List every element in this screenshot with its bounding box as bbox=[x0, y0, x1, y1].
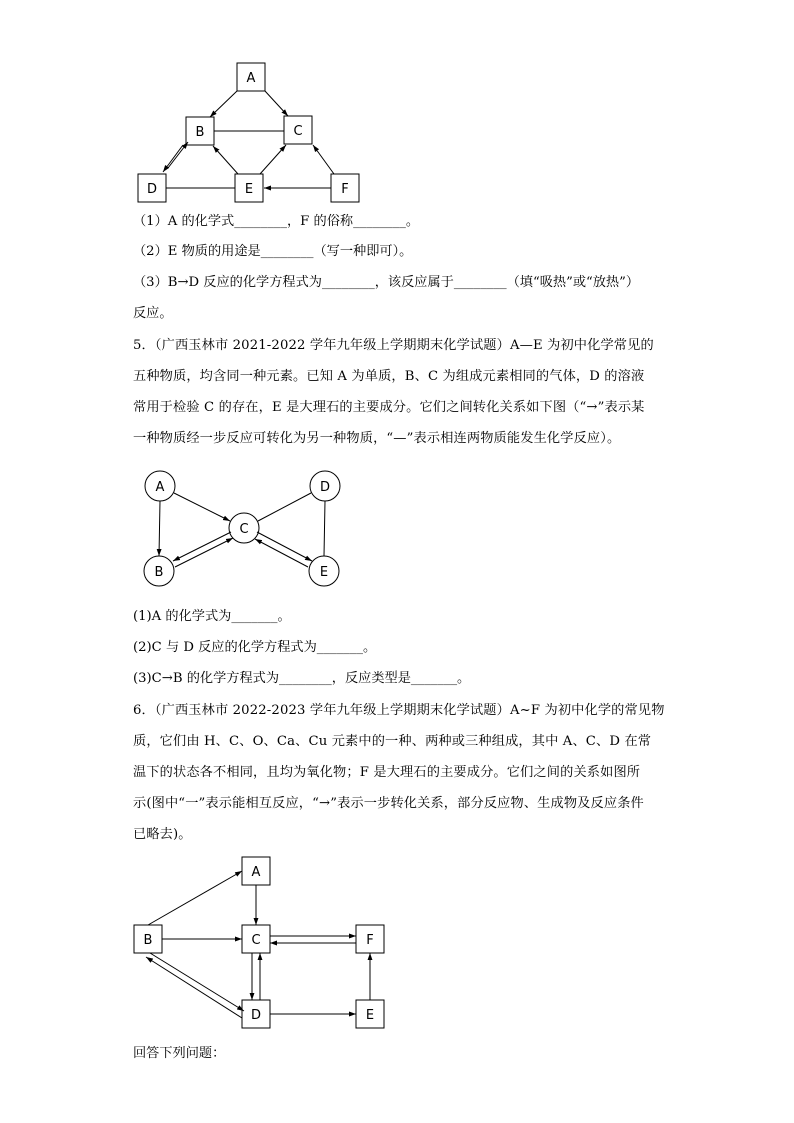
q6-answer-prompt: 回答下列问题： bbox=[133, 1046, 226, 1061]
q4-sub3-line1: （3）B→D 反应的化学方程式为________，该反应属于________（填“吸热”或“放热”） bbox=[133, 275, 640, 290]
edge-e-c bbox=[260, 145, 286, 174]
diagram-q5 bbox=[0, 460, 794, 600]
node-b-label: B bbox=[154, 565, 164, 580]
node-b-label: B bbox=[143, 933, 153, 948]
edge-a-c bbox=[265, 91, 288, 116]
diagram-q4 bbox=[0, 0, 794, 210]
edge-d-b bbox=[146, 957, 242, 1018]
edge-b-d bbox=[163, 145, 183, 172]
q5-stem-line4: 一种物质经一步反应可转化为另一种物质，“—”表示相连两物质能发生化学反应）。 bbox=[133, 431, 621, 446]
node-e-label: E bbox=[244, 182, 254, 197]
edge-f-c bbox=[313, 145, 334, 174]
q5-sub2: (2)C 与 D 反应的化学方程式为_______。 bbox=[133, 640, 377, 655]
node-e-label: E bbox=[365, 1008, 375, 1023]
q6-stem-line3: 温下的状态各不相同，且均为氧化物；F 是大理石的主要成分。它们之间的关系如图所 bbox=[133, 765, 641, 780]
node-a-label: A bbox=[155, 480, 165, 495]
node-e-label: E bbox=[319, 565, 329, 580]
node-a-label: A bbox=[251, 865, 261, 880]
q6-stem-line4: 示(图中“一”表示能相互反应，“→”表示一步转化关系，部分反应物、生成物及反应条件 bbox=[133, 796, 644, 811]
node-f-label: F bbox=[341, 182, 349, 197]
q6-stem-line5: 已略去)。 bbox=[133, 827, 192, 842]
node-d-label: D bbox=[319, 480, 331, 495]
edge-a-b bbox=[210, 91, 237, 117]
node-c-label: C bbox=[293, 124, 303, 139]
node-f-label: F bbox=[366, 933, 374, 948]
edge-d-e bbox=[324, 501, 325, 556]
edge-b-a bbox=[148, 871, 242, 925]
q4-sub3-line2: 反应。 bbox=[133, 306, 173, 321]
q4-sub2: （2）E 物质的用途是________（写一种即可）。 bbox=[133, 244, 413, 259]
edge-e-c bbox=[255, 539, 308, 567]
q5-stem-line1: 5．（广西玉林市 2021-2022 学年九年级上学期期末化学试题）A—E 为初中化学常见的 bbox=[133, 338, 654, 353]
q5-stem-line3: 常用于检验 C 的存在，E 是大理石的主要成分。它们之间转化关系如下图（“→”表示某 bbox=[133, 400, 645, 415]
edge-b-d bbox=[150, 953, 244, 1011]
edge-b-c bbox=[175, 538, 233, 567]
node-a-label: A bbox=[246, 71, 256, 86]
q6-stem-line1: 6．（广西玉林市 2022-2023 学年九年级上学期期末化学试题）A~F 为初中化学的常见物 bbox=[133, 703, 665, 718]
node-d-label: D bbox=[250, 1008, 262, 1023]
edge-c-e bbox=[257, 532, 312, 561]
node-b-label: B bbox=[195, 125, 205, 140]
edge-a-c bbox=[174, 493, 230, 521]
edge-c-d bbox=[258, 493, 311, 521]
node-d-label: D bbox=[146, 182, 158, 197]
node-c-label: C bbox=[239, 522, 249, 537]
edge-a-b bbox=[159, 501, 160, 556]
q5-sub3: (3)C→B 的化学方程式为________，反应类型是_______。 bbox=[133, 671, 471, 686]
edge-c-b bbox=[173, 532, 231, 561]
q5-stem-line2: 五种物质，均含同一种元素。已知 A 为单质，B、C 为组成元素相同的气体，D 的溶液 bbox=[133, 369, 645, 384]
edge-e-b bbox=[213, 146, 238, 174]
q6-stem-line2: 质，它们由 H、C、O、Ca、Cu 元素中的一种、两种或三种组成，其中 A、C、D 在常 bbox=[133, 734, 652, 749]
node-c-label: C bbox=[251, 933, 261, 948]
diagram-q6 bbox=[0, 850, 794, 1030]
q5-sub1: (1)A 的化学式为_______。 bbox=[133, 609, 291, 624]
edge-d-b bbox=[168, 142, 188, 168]
q4-sub1: （1）A 的化学式________，F 的俗称________。 bbox=[133, 214, 420, 229]
